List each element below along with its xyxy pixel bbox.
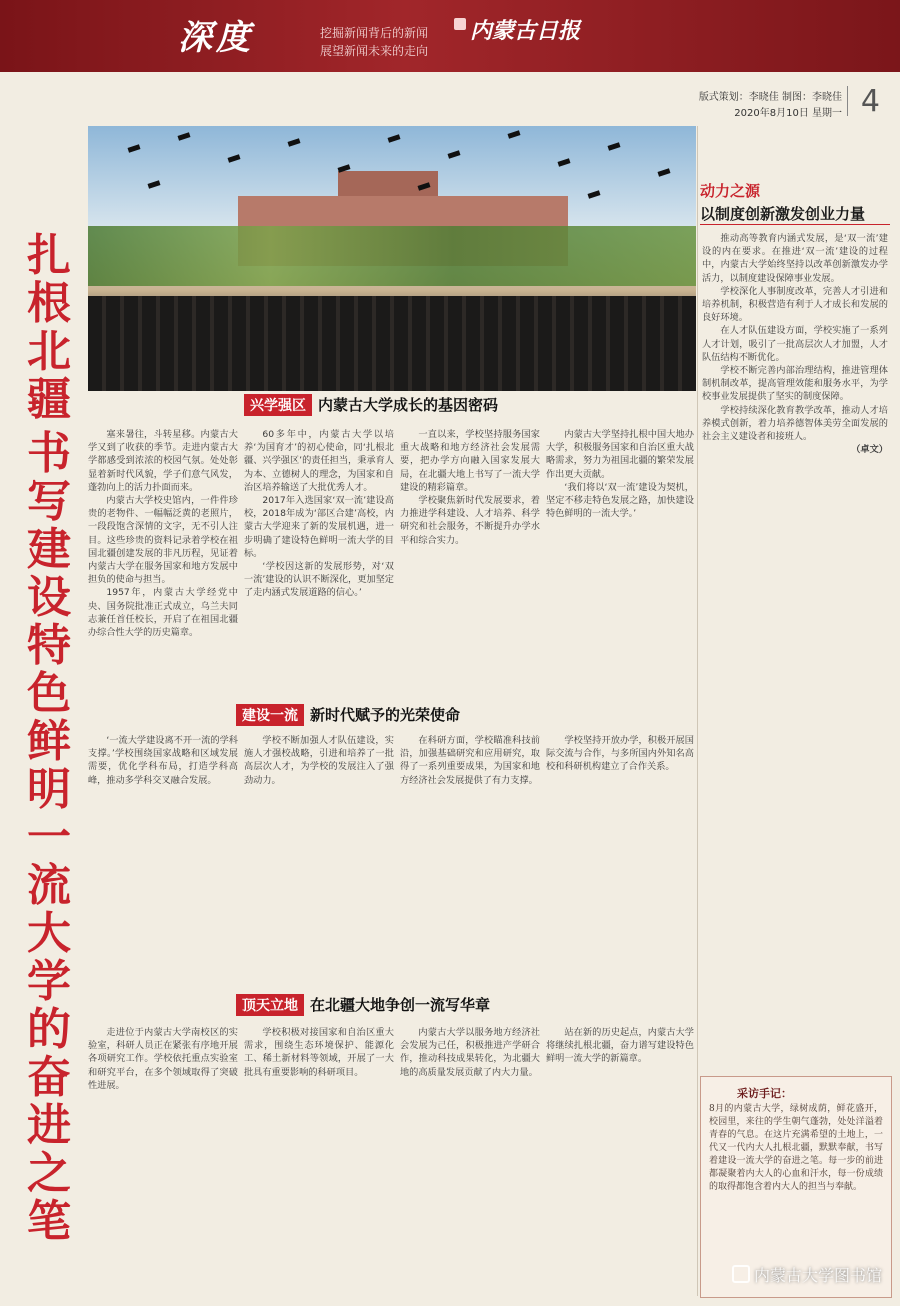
section-2-column-4: 学校坚持开放办学，积极开展国际交流与合作，与多所国内外知名高校和科研机构建立了合作关系。 — [546, 735, 694, 773]
section-1-column-4: 内蒙古大学坚持扎根中国大地办大学，积极服务国家和自治区重大战略需求，努力为祖国北疆的繁荣发展作出更大贡献。 ‘我们将以‘双一流’建设为契机，坚定不移走特色发展之路，加快建设特色鲜明的一流大学。’ — [546, 429, 694, 520]
section-3-column-1: 走进位于内蒙古大学南校区的实验室，科研人员正在紧张有序地开展各项研究工作。学校依托重点实验室和研究平台，在多个领域取得了突破性进展。 — [88, 1027, 238, 1091]
section-3-column-3: 内蒙古大学以服务地方经济社会发展为己任，积极推进产学研合作，推动科技成果转化，为北疆大地的高质量发展贡献了内大力量。 — [400, 1027, 540, 1078]
page-number: 4 — [860, 84, 880, 119]
section-3-column-4: 站在新的历史起点，内蒙古大学将继续扎根北疆，奋力谱写建设特色鲜明一流大学的新篇章。 — [546, 1027, 694, 1065]
paper-seal-icon — [454, 18, 466, 30]
graduation-photo — [88, 126, 696, 391]
section-3-column-2: 学校积极对接国家和自治区重大需求，围绕生态环境保护、能源化工、稀土新材料等领域，开展了一大批具有重要影响的科研项目。 — [244, 1027, 394, 1078]
section-1-column-1: 塞来暑往，斗转星移。内蒙古大学又到了收获的季节。走进内蒙古大学都感受到浓浓的校园气氛。处处彰显着新时代风貌，学子们意气风发，蓬勃向上的活力扑面而来。 内蒙古大学校史馆内，一件件珍贵的老物件、一幅幅泛黄的老照片，一段段饱含深情的文字，无不引人注目。这些珍贵的资料记录着学校在祖国北疆创建发展的非凡历程，见证着内蒙古大学在服务国家和地方发展中担负的使命与担当。 1957年，内蒙古大学经党中央、国务院批准正式成立，乌兰夫同志兼任首任校长，开启了在祖国北疆办综合性大学的历史篇章。 — [88, 429, 238, 639]
photo-graduates — [88, 296, 696, 391]
section-1-column-2: 60多年中，内蒙古大学以培养‘为国育才’的初心使命，同‘扎根北疆、兴学强区’的责任担当，秉承育人为本、立德树人的理念，为国家和自治区培养输送了大批优秀人才。 2017年入选国家‘双一流’建设高校，2018年成为‘部区合建’高校，内蒙古大学迎来了新的发展机遇，进一步明确了建设特色鲜明一流大学的目标。 ‘学校因这新的发展形势，对‘双一流’建设的认识不断深化，更加坚定了走内涵式发展道路的信心。’ — [244, 429, 394, 599]
paper-name: 内蒙古日报 — [470, 18, 581, 44]
sidebar-author: （卓文） — [851, 444, 888, 456]
section-1-tag: 兴学强区 — [244, 394, 312, 416]
page-divider — [847, 86, 848, 116]
sidebar-divider — [697, 126, 698, 1296]
section-2-column-2: 学校不断加强人才队伍建设，实施人才强校战略，引进和培养了一批高层次人才，为学校的发展注入了强劲动力。 — [244, 735, 394, 786]
photo-thrown-caps — [88, 126, 696, 246]
section-1-column-3: 一直以来，学校坚持服务国家重大战略和地方经济社会发展需要，把办学方向融入国家发展大局，在北疆大地上书写了一流大学建设的精彩篇章。 学校聚焦新时代发展要求，着力推进学科建设、人才培养、科学研究和社会服务，不断提升办学水平和综合实力。 — [400, 429, 540, 546]
reporter-note-title: 采访手记： — [737, 1087, 792, 1100]
sidebar-body: 推动高等教育内涵式发展，是‘双一流’建设的内在要求。在推进‘双一流’建设的过程中，内蒙古大学始终坚持以改革创新激发办学活力，以制度建设保障事业发展。 学校深化人事制度改革，完善人才引进和培养机制，积极营造有利于人才成长和发展的良好环境。 在人才队伍建设方面，学校实施了一系列人才计划，吸引了一批高层次人才加盟，人才队伍结构不断优化。 学校不断完善内部治理结构，推进管理体制机制改革，提高管理效能和服务水平，为学校事业发展提供了坚实的制度保障。 学校持续深化教育教学改革，推动人才培养模式创新，着力培养德智体美劳全面发展的社会主义建设者和接班人。 （卓文） — [702, 233, 888, 456]
section-2-title: 新时代赋予的光荣使命 — [310, 706, 461, 724]
watermark-text: 内蒙古大学图书馆 — [753, 1266, 882, 1285]
section-3-title: 在北疆大地争创一流写华章 — [310, 996, 491, 1014]
section-3-heading — [236, 994, 490, 1016]
section-1-heading — [244, 394, 498, 416]
headline-part-2: 书写建设特色鲜明一流大学的奋进之笔 — [27, 428, 71, 1247]
headline-part-1: 扎根北疆 — [27, 230, 71, 425]
section-2-column-3: 在科研方面，学校瞄准科技前沿，加强基础研究和应用研究，取得了一系列重要成果，为国家和地方经济社会发展提供了有力支撑。 — [400, 735, 540, 786]
slogan-line-1: 挖掘新闻背后的新闻 — [320, 26, 429, 40]
section-2-tag: 建设一流 — [236, 704, 304, 726]
editors-credit: 版式策划：李晓佳 制图：李晓佳 — [698, 92, 842, 103]
section-3-tag: 顶天立地 — [236, 994, 304, 1016]
library-watermark — [732, 1263, 882, 1286]
sidebar-tag: 动力之源 — [700, 182, 761, 200]
section-2-column-1: ‘一流大学建设离不开一流的学科支撑。’学校围绕国家战略和区域发展需要，优化学科布局，打造学科高峰，推动多学科交叉融合发展。 — [88, 735, 238, 786]
sidebar-heading — [700, 180, 890, 224]
section-2-heading — [236, 704, 460, 726]
reporter-note-body: 8月的内蒙古大学，绿树成荫，鲜花盛开，校园里，来往的学生朝气蓬勃，处处洋溢着青春的气息。在这片充满希望的土地上，一代又一代内大人扎根北疆，默默奉献，书写着建设一流大学的奋进之笔。每一步的前进都凝聚着内大人的心血和汗水，每一份成绩的取得都饱含着内大人的担当与奉献。 — [709, 1104, 883, 1192]
sidebar-title: 以制度创新激发创业力量 — [700, 205, 866, 223]
library-logo-icon — [732, 1265, 750, 1283]
masthead — [0, 0, 900, 72]
section-1-title: 内蒙古大学成长的基因密码 — [318, 396, 499, 414]
issue-date: 2020年8月10日 星期一 — [734, 108, 842, 119]
sidebar-rule — [700, 224, 890, 225]
slogan-line-2: 展望新闻未来的走向 — [320, 44, 429, 58]
section-brand: 深度 — [178, 18, 254, 58]
